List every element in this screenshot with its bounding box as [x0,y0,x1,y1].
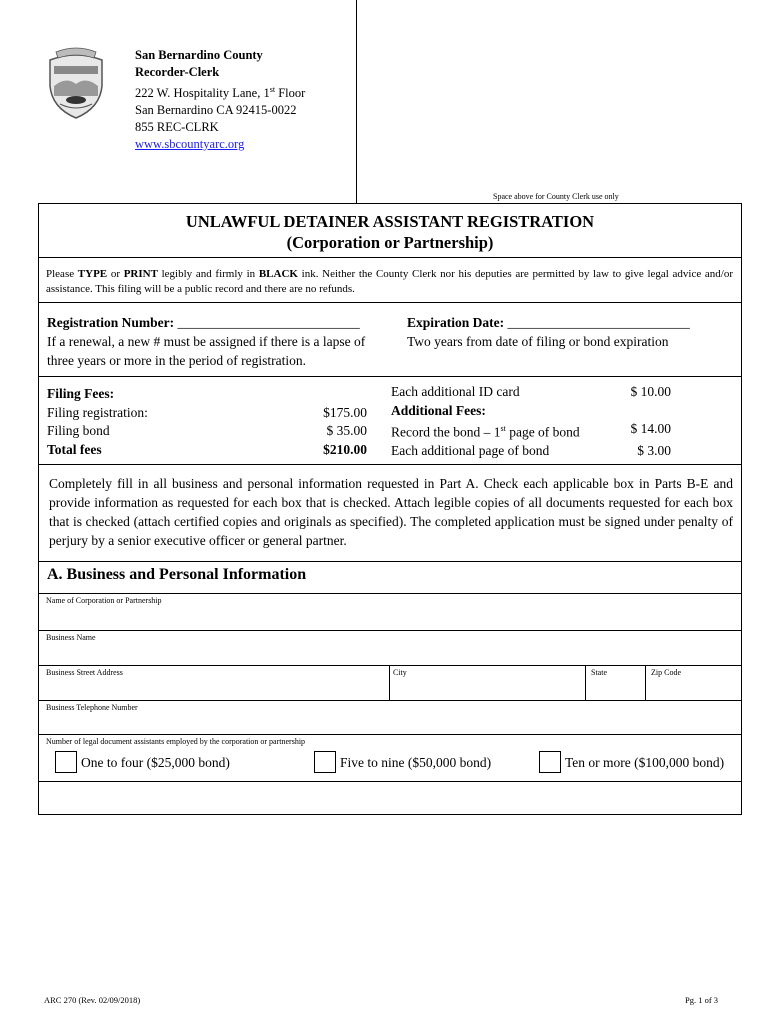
org-office: Recorder-Clerk [135,65,220,79]
additional-fees-block [391,383,671,461]
divider [39,593,741,594]
form-revision-id: ARC 270 (Rev. 02/09/2018) [44,995,141,1005]
registration-number-block [47,313,387,370]
city-state-zip: San Bernardino CA 92415-0022 [135,103,297,118]
fee-row: Record the bond – 1st page of bond $ 14.00 [391,421,671,440]
employees-label: Number of legal document assistants employed by the corporation or partnership [46,737,306,746]
zip-code-label: Zip Code [651,668,681,677]
form-title [39,211,741,253]
field-separator [389,665,390,700]
telephone-label: Business Telephone Number [46,703,138,712]
county-seal-icon [46,46,106,120]
fee-row: Filing bond $ 35.00 [47,423,367,438]
employee-count-options [39,751,741,777]
state-label: State [591,668,607,677]
city-label: City [393,668,407,677]
ten-or-more-label: Ten or more ($100,000 bond) [565,755,725,770]
divider [39,257,741,258]
business-name-label: Business Name [46,633,96,642]
registration-number-label: Registration Number: [47,315,175,330]
divider [39,561,741,562]
corporation-name-label: Name of Corporation or Partnership [46,596,162,605]
divider [39,376,741,377]
registration-number-field[interactable]: ___________________________ [174,315,360,330]
form-title-line2: (Corporation or Partnership) [286,233,494,252]
five-to-nine-checkbox[interactable] [314,751,336,773]
field-separator [645,665,646,700]
additional-fees-heading: Additional Fees: [391,402,486,418]
filing-fees-block [47,385,367,459]
street-address-label: Business Street Address [46,668,123,677]
expiration-date-block [407,313,737,351]
expiration-date-field[interactable]: ___________________________ [504,315,690,330]
instructions-paragraph: Please TYPE or PRINT legibly and firmly in BLACK ink. Neither the County Clerk nor his deputies are permitted by law to give legal advice and/or assistance. This filing will be a public record and there are no refunds. [46,268,734,295]
ten-or-more-checkbox[interactable] [539,751,561,773]
divider [39,630,741,631]
phone-number: 855 REC-CLRK [135,120,219,135]
org-name: San Bernardino County [135,48,263,62]
expiration-date-label: Expiration Date: [407,315,505,330]
field-separator [585,665,586,700]
registration-form [38,203,742,815]
website-link[interactable]: www.sbcountyarc.org [135,137,245,152]
divider [39,464,741,465]
fee-row: Filing registration: $175.00 [47,404,367,420]
street-address: 222 W. Hospitality Lane, 1st Floor [135,85,306,101]
fee-row: Each additional ID card $ 10.00 [391,384,671,399]
divider [39,700,741,701]
divider [39,734,741,735]
header-divider-line [356,0,357,203]
clerk-use-note: Space above for County Clerk use only [493,192,619,201]
section-a-title: A. Business and Personal Information [47,566,307,583]
form-title-line1: UNLAWFUL DETAINER ASSISTANT REGISTRATION [185,212,595,231]
divider [39,302,741,303]
completion-instructions: Completely fill in all business and personal information requested in Part A. Check each applicable box in Parts B-E and provide information as requested for each box that is checked. Attach legible copies of all documents requested for each box that is checked (attach certified copies and originals as specified). The completed application must be signed under penalty of perjury by a senior executive officer or general partner. [49,476,733,548]
divider [39,665,741,666]
divider [39,781,741,782]
filing-fees-heading: Filing Fees: [47,386,115,401]
fee-total-row: Total fees $210.00 [47,441,367,457]
fee-row: Each additional page of bond $ 3.00 [391,443,671,458]
recorder-address-block [135,47,305,153]
page-number: Pg. 1 of 3 [685,995,719,1005]
registration-number-note: If a renewal, a new # must be assigned if there is a lapse of three years or more in the period of registration. [47,334,366,368]
expiration-date-note: Two years from date of filing or bond expiration [407,334,669,349]
one-to-four-label: One to four ($25,000 bond) [81,755,230,770]
five-to-nine-label: Five to nine ($50,000 bond) [340,755,492,770]
one-to-four-checkbox[interactable] [55,751,77,773]
